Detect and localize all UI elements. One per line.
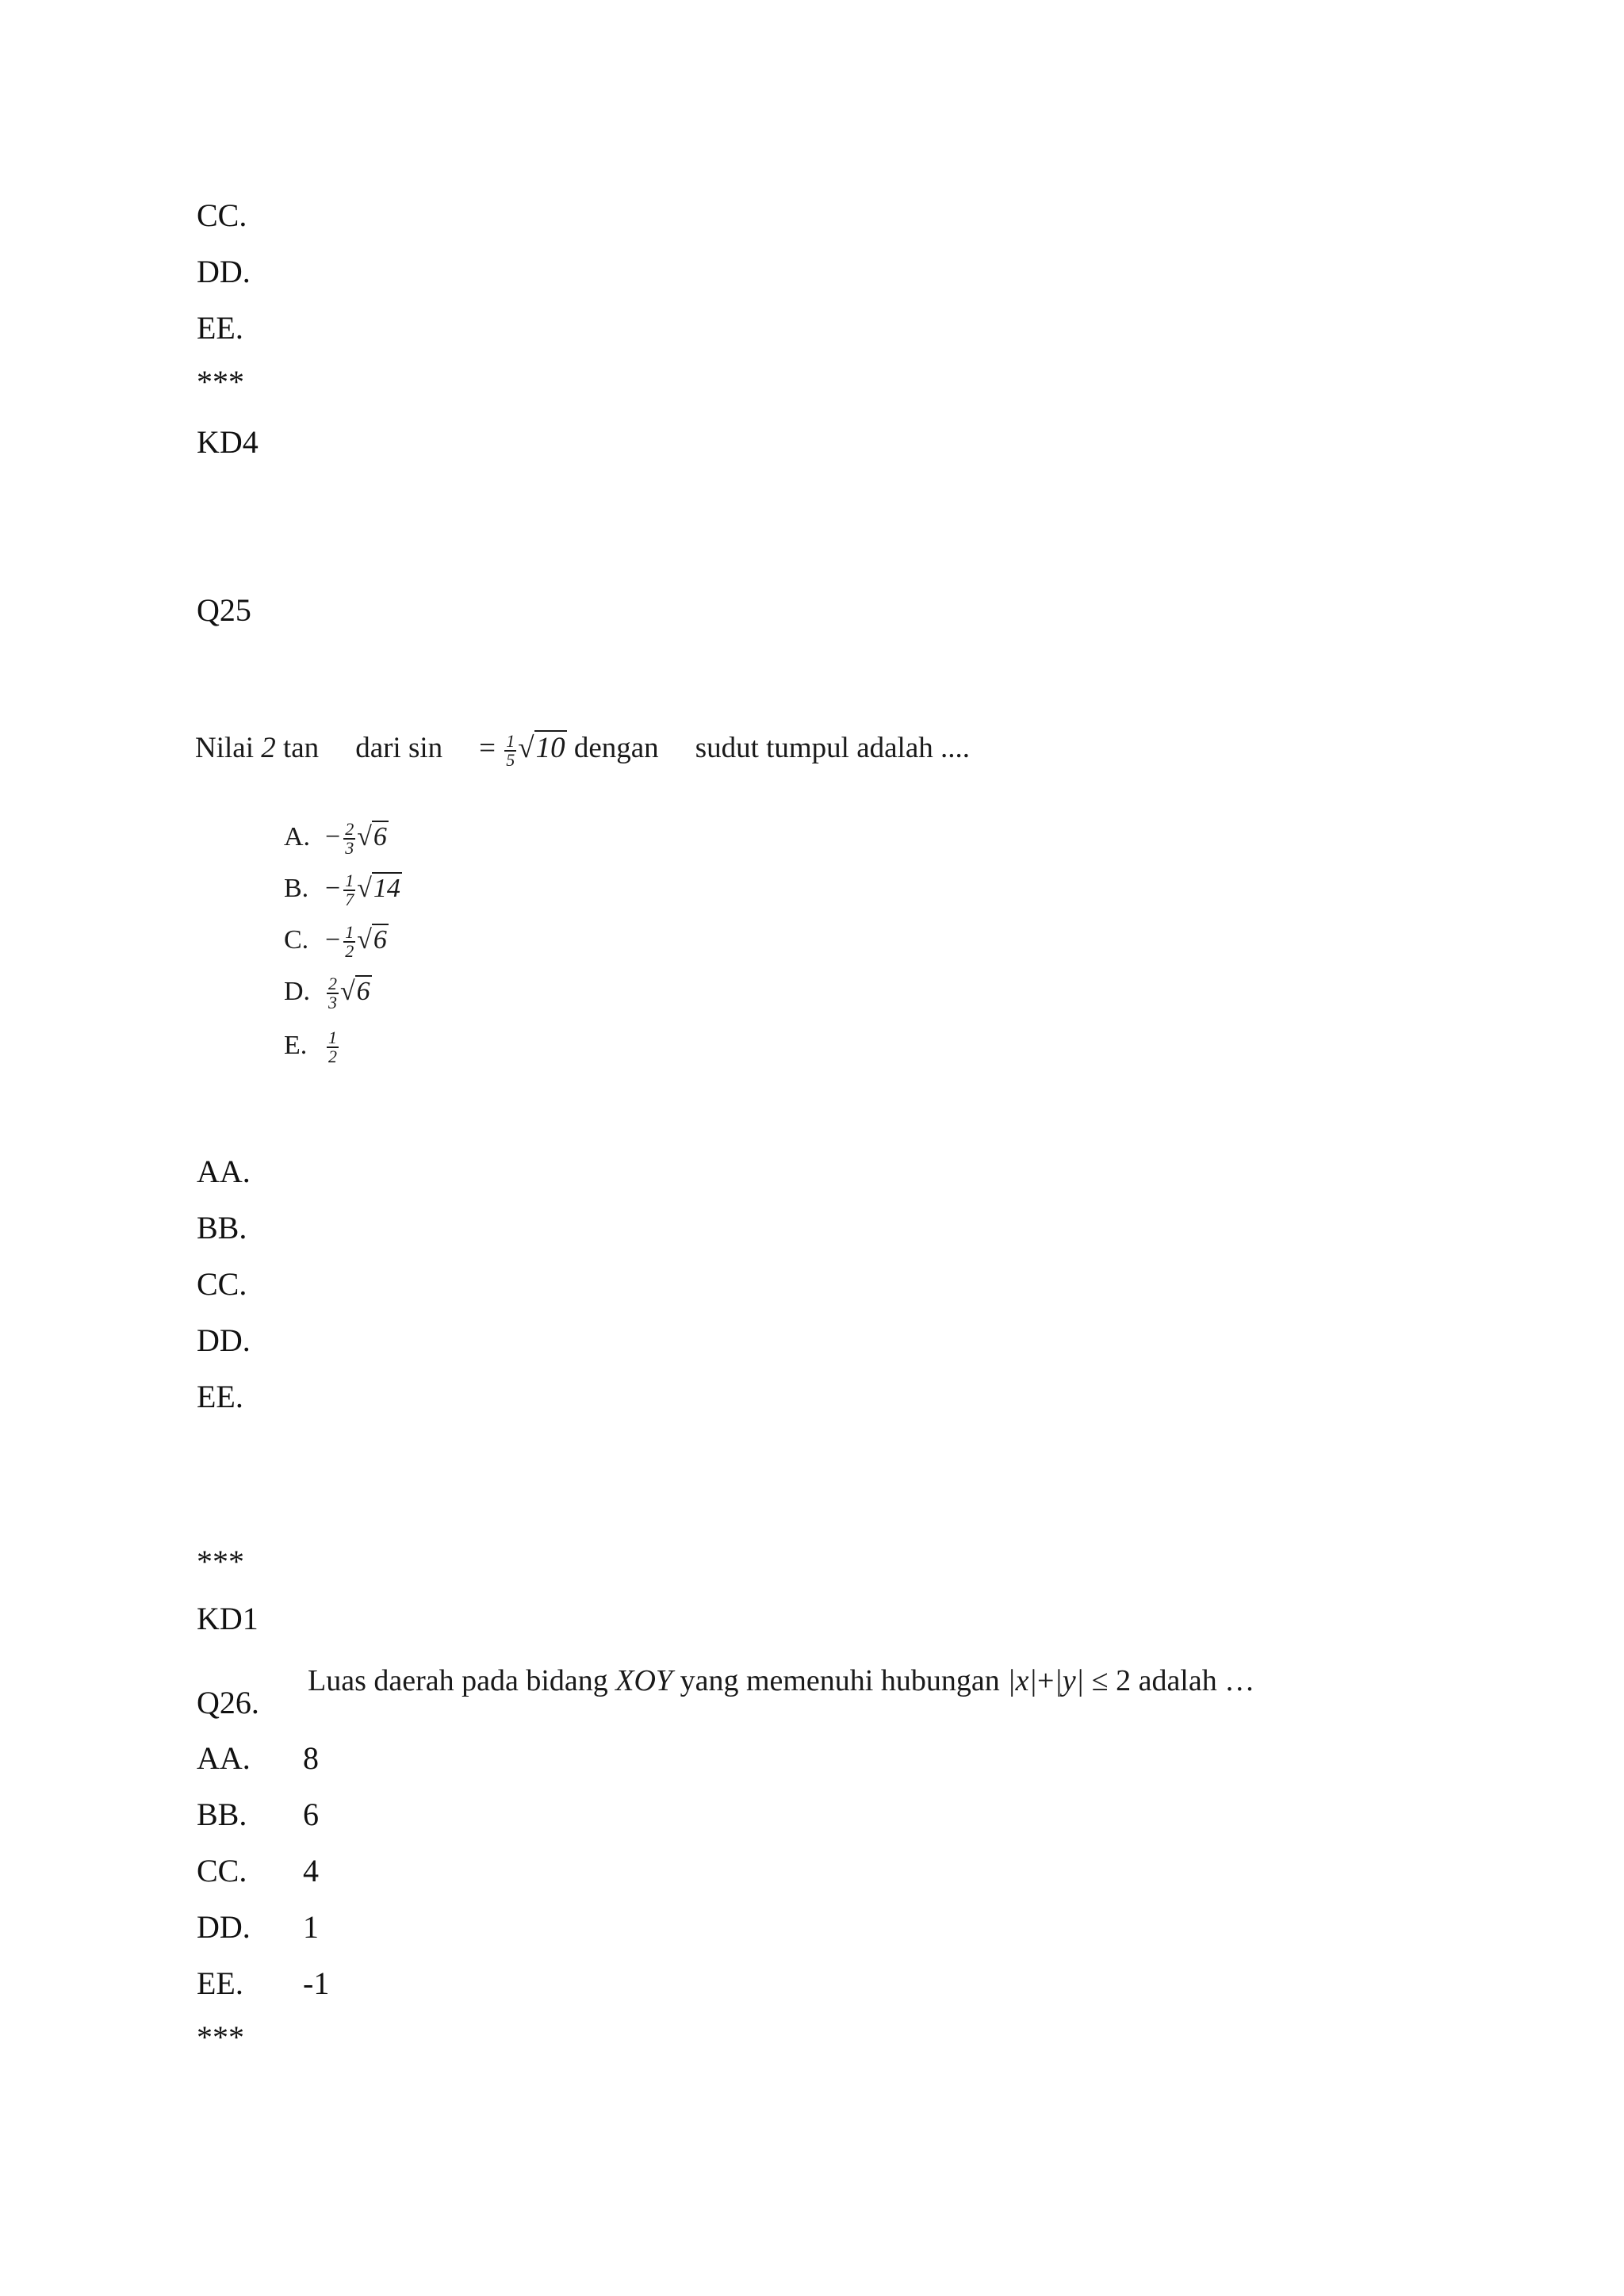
option-cc: CC. <box>197 197 247 233</box>
question-stem: Luas daerah pada bidang XOY yang memenuhi hubungan |x|+|y| ≤ 2 adalah … <box>308 1664 1255 1697</box>
answer-ee: EE. <box>197 1379 243 1414</box>
separator: *** <box>197 364 244 400</box>
answer-aa: AA. <box>197 1740 251 1776</box>
kd-label: KD4 <box>197 424 259 460</box>
separator: *** <box>197 1544 244 1579</box>
kd-label: KD1 <box>197 1601 259 1636</box>
answer-value: 1 <box>303 1909 319 1945</box>
answer-dd: DD. <box>197 1909 251 1945</box>
choice-e: E. $\frac{1}{2}$ <box>284 1027 337 1066</box>
choice-c: C. − $\frac{1}{2}$ √6 <box>284 922 387 961</box>
answer-value: -1 <box>303 1965 330 2001</box>
answer-cc: CC. <box>197 1853 247 1888</box>
answer-value: 6 <box>303 1797 319 1832</box>
answer-dd: DD. <box>197 1322 251 1358</box>
question-number: Q26. <box>197 1685 259 1720</box>
question-number: Q25 <box>197 592 251 628</box>
option-dd: DD. <box>197 254 251 289</box>
question-stem: Nilai 2 tan dari sin = $\frac{1}{5}$ √10 dengan sudut tumpul adalah .... <box>195 730 971 770</box>
sqrt-expression: √10 <box>518 732 565 764</box>
choice-d: D. $\frac{2}{3}$ √6 <box>284 974 370 1012</box>
answer-aa: AA. <box>197 1154 251 1189</box>
answer-ee: EE. <box>197 1965 243 2001</box>
answer-cc: CC. <box>197 1266 247 1302</box>
answer-bb: BB. <box>197 1797 247 1832</box>
separator: *** <box>197 2019 244 2055</box>
answer-value: 4 <box>303 1853 319 1888</box>
choice-a: A. − $\frac{2}{3}$ √6 <box>284 819 387 858</box>
answer-value: 8 <box>303 1740 319 1776</box>
option-ee: EE. <box>197 310 243 346</box>
answer-bb: BB. <box>197 1210 247 1246</box>
fraction: $\frac{1}{5}$ <box>506 730 515 770</box>
choice-b: B. − $\frac{1}{7}$ √14 <box>284 871 400 909</box>
